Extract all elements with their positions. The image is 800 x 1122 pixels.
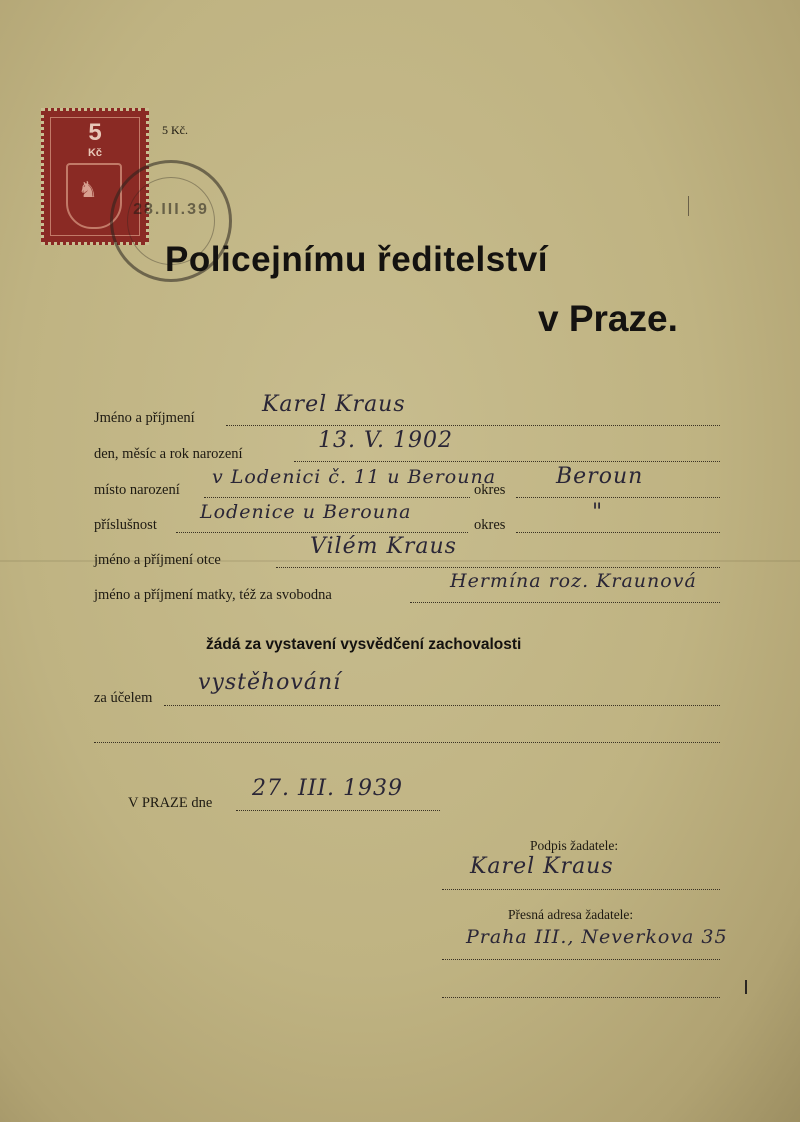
- date-field[interactable]: 27. III. 1939: [252, 776, 404, 801]
- mother-field[interactable]: Hermína roz. Kraunová: [450, 570, 697, 592]
- signature-line: [442, 889, 720, 890]
- name-field[interactable]: Karel Kraus: [262, 392, 406, 417]
- name-label: Jméno a příjmení: [94, 410, 195, 426]
- name-line: [226, 425, 720, 426]
- ink-mark: [688, 196, 689, 216]
- place-date-label: V PRAZE dne: [128, 795, 213, 811]
- district-field[interactable]: Beroun: [556, 464, 644, 489]
- birth-place-label: místo narození: [94, 482, 180, 498]
- page-title: Policejnímu ředitelství: [165, 240, 548, 279]
- stamp-lion-icon: ♞: [78, 177, 98, 202]
- district2-field[interactable]: ": [592, 500, 604, 525]
- purpose-line: [164, 705, 720, 706]
- address-line-2: [442, 997, 720, 998]
- district-label: okres: [474, 482, 506, 498]
- signature-field[interactable]: Karel Kraus: [470, 854, 614, 879]
- mother-line: [410, 602, 720, 603]
- father-label: jméno a příjmení otce: [94, 552, 221, 568]
- signature-label: Podpis žadatele:: [530, 838, 619, 853]
- birth-date-label: den, měsíc a rok narození: [94, 446, 243, 462]
- district2-line: [516, 532, 720, 533]
- place-date-line: [236, 810, 440, 811]
- page-title-line2: v Praze.: [538, 298, 678, 339]
- ink-mark: [745, 980, 747, 994]
- address-label: Přesná adresa žadatele:: [508, 907, 634, 922]
- membership-line: [176, 532, 468, 533]
- district2-label: okres: [474, 517, 506, 533]
- address-line: [442, 959, 720, 960]
- father-line: [276, 567, 720, 568]
- address-field[interactable]: Praha III., Neverkova 35: [466, 926, 728, 948]
- district-line: [516, 497, 720, 498]
- birth-place-line: [204, 497, 470, 498]
- request-heading: žádá za vystavení vysvědčení zachovalosti: [206, 636, 522, 653]
- stamp-value: 5: [88, 119, 102, 146]
- birth-date-line: [294, 461, 720, 462]
- postmark-date: 28.III.39: [133, 201, 209, 218]
- purpose-label: za účelem: [94, 690, 153, 706]
- stamp-label: 5 Kč.: [162, 123, 188, 137]
- membership-field[interactable]: Lodenice u Berouna: [200, 501, 412, 523]
- birth-place-field[interactable]: v Lodenici č. 11 u Berouna: [212, 466, 497, 488]
- mother-label: jméno a příjmení matky, též za svobodna: [94, 587, 332, 603]
- stamp-unit: Kč: [87, 147, 103, 159]
- membership-label: příslušnost: [94, 517, 157, 533]
- birth-date-field[interactable]: 13. V. 1902: [318, 428, 453, 453]
- purpose-line-2: [94, 742, 720, 743]
- purpose-field[interactable]: vystěhování: [198, 670, 342, 695]
- father-field[interactable]: Vilém Kraus: [310, 534, 457, 559]
